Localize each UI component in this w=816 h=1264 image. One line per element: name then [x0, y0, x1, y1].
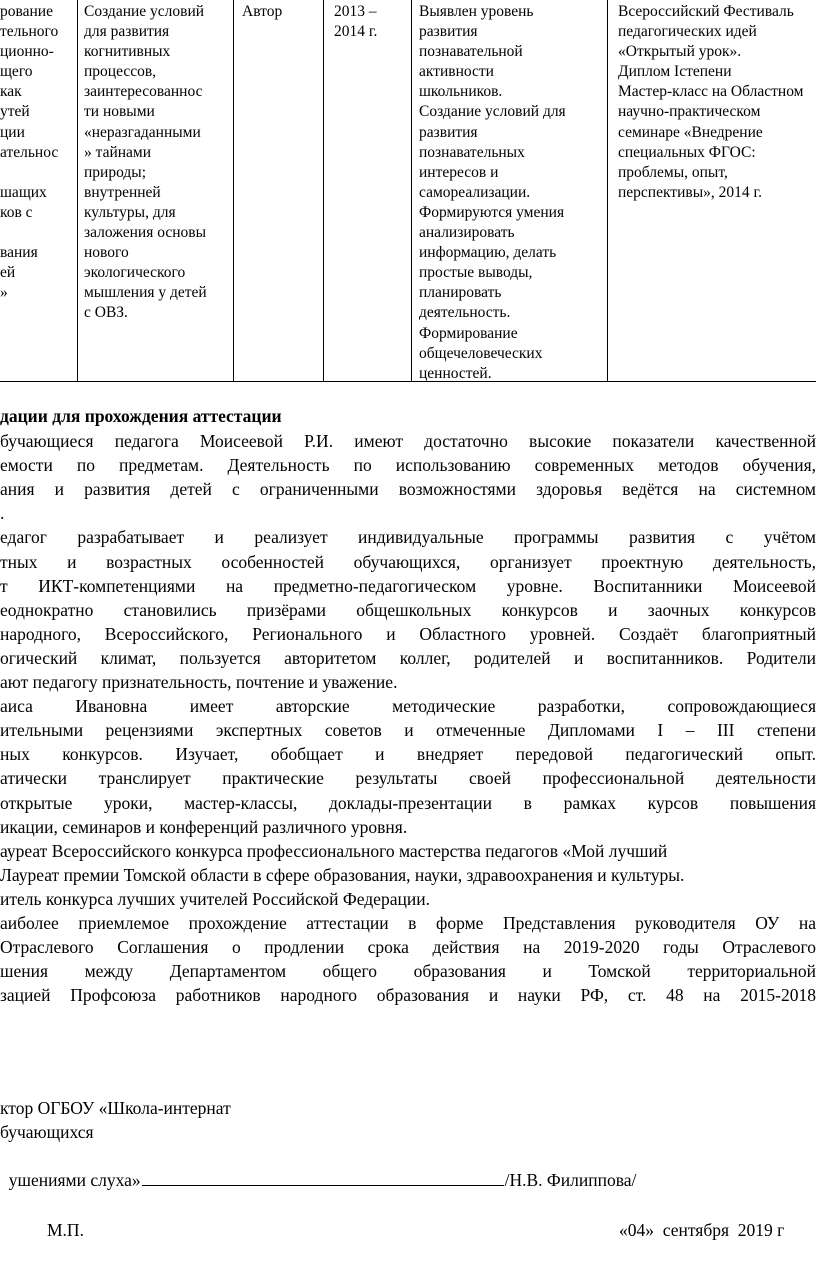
- text-line: ительными рецензиями экспертных советов и отмеченные Дипломами I – III степени: [0, 720, 816, 741]
- text-line: ных конкурсов. Изучает, обобщает и внедряет передовой педагогический опыт.: [0, 744, 816, 765]
- table-divider: [233, 0, 234, 382]
- section-title: дации для прохождения аттестации: [0, 406, 282, 426]
- text-line: аиболее приемлемое прохождение аттестации в форме Представления руководителя ОУ на: [0, 913, 816, 933]
- stamp-label: М.П.: [47, 1220, 84, 1240]
- text-line: народного, Всероссийского, Регионального и Областного уровней. Создаёт благоприятный: [0, 623, 816, 644]
- table-cell-presentation: Всероссийский Фестиваль педагогических идей «Открытый урок». Диплом Iстепени Мастер-класс на Областном научно-практическом семинаре «Внедрение специальных ФГОС: проблемы, опыт, перспективы», 2014 г.: [618, 3, 804, 201]
- text-line: Отраслевого Соглашения о продлении срока действия на 2019-2020 годы Отраслевого: [0, 937, 816, 958]
- table-cell-topic-line: ции: [0, 123, 25, 141]
- text-line: ания и развития детей с ограниченными возможностями здоровья ведётся на системном: [0, 479, 816, 500]
- text-line: ауреат Всероссийского конкурса профессионального мастерства педагогов «Мой лучший: [0, 840, 668, 861]
- table-cell-period: 2013 – 2014 г.: [334, 3, 378, 41]
- text-line: итель конкурса лучших учителей Российской Федерации.: [0, 888, 430, 909]
- table-cell-topic: [0, 2, 70, 303]
- text-line: зацией Профсоюза работников народного образования и науки РФ, ст. 48 на 2015-2018: [0, 985, 816, 1006]
- signature-blank: [142, 1185, 504, 1186]
- signature-organization: бучающихся: [0, 1122, 94, 1142]
- text-line: ают педагогу признательность, почтение и уважение.: [0, 672, 398, 692]
- table-cell-topic-line: ательнос: [0, 143, 59, 161]
- table-cell-topic-line: ционно-: [0, 43, 54, 61]
- text-line: тных и возрастных особенностей обучающихся, организует проектную деятельность,: [0, 551, 816, 572]
- table-cell-topic-line: как: [0, 83, 22, 101]
- table-bottom-border: [0, 381, 816, 382]
- text-line: т ИКТ-компетенциями на предметно-педагогическом уровне. Воспитанники Моисеевой: [0, 575, 816, 596]
- signature-org-suffix: ушениями слуха»: [8, 1170, 141, 1190]
- table-cell-topic-line: ей: [0, 264, 16, 282]
- document-date: «04» сентября 2019 г: [619, 1220, 785, 1240]
- text-line: емости по предметам. Деятельность по использованию современных методов обучения,: [0, 455, 816, 476]
- text-line: .: [0, 503, 5, 524]
- signature-position: ктор ОГБОУ «Школа-интернат: [0, 1098, 231, 1118]
- text-line: открытые уроки, мастер-классы, доклады-презентации в рамках курсов повышения: [0, 792, 816, 813]
- text-line: шения между Департаментом общего образования и Томской территориальной: [0, 961, 816, 982]
- table-cell-role: Автор: [242, 3, 283, 20]
- text-line: бучающиеся педагога Моисеевой Р.И. имеют достаточно высокие показатели качественной: [0, 431, 816, 451]
- text-line: аиса Ивановна имеет авторские методические разработки, сопровождающиеся: [0, 696, 816, 717]
- text-line: еоднократно становились призёрами общешкольных конкурсов и заочных конкурсов: [0, 599, 816, 620]
- table-divider: [323, 0, 324, 382]
- text-line: едагог разрабатывает и реализует индивидуальные программы развития с учётом: [0, 527, 816, 548]
- table-divider: [411, 0, 412, 382]
- achievements-table-row: [0, 0, 816, 382]
- text-line: икации, семинаров и конференций различного уровня.: [0, 816, 408, 837]
- table-cell-topic-line: [0, 223, 70, 243]
- table-cell-topic-line: утей: [0, 103, 30, 121]
- text-line: огический климат, пользуется авторитетом коллег, родителей и воспитанников. Родители: [0, 647, 816, 668]
- table-cell-topic-line: шащих: [0, 183, 47, 201]
- table-divider: [77, 0, 78, 382]
- signature-line: [0, 1144, 636, 1192]
- signature-name: /Н.В. Филиппова/: [504, 1170, 637, 1190]
- table-cell-results: Выявлен уровень развития познавательной активности школьников. Создание условий для развития познавательных интересов и самореализации. Формируются умения анализировать информацию, делать простые выводы, планировать деятельность. Формирование общечеловеческих ценностей.: [419, 3, 566, 382]
- text-line: Лауреат премии Томской области в сфере образования, науки, здравоохранения и культуры.: [0, 864, 685, 885]
- table-cell-topic-line: [0, 163, 70, 183]
- table-cell-topic-line: щего: [0, 63, 33, 81]
- table-cell-topic-line: вания: [0, 244, 38, 262]
- table-cell-topic-line: рование: [0, 3, 53, 20]
- table-cell-topic-line: »: [0, 284, 8, 302]
- table-cell-topic-line: тельного: [0, 23, 59, 41]
- text-line: атически транслирует практические результаты своей профессиональной деятельности: [0, 768, 816, 789]
- table-cell-topic-line: ков с: [0, 203, 33, 221]
- table-cell-goal: Создание условий для развития когнитивных процессов, заинтересованнос ти новыми «неразгаданными » тайнами природы; внутренней культуры, для заложения основы нового экологического мышления у детей с ОВЗ.: [84, 3, 207, 322]
